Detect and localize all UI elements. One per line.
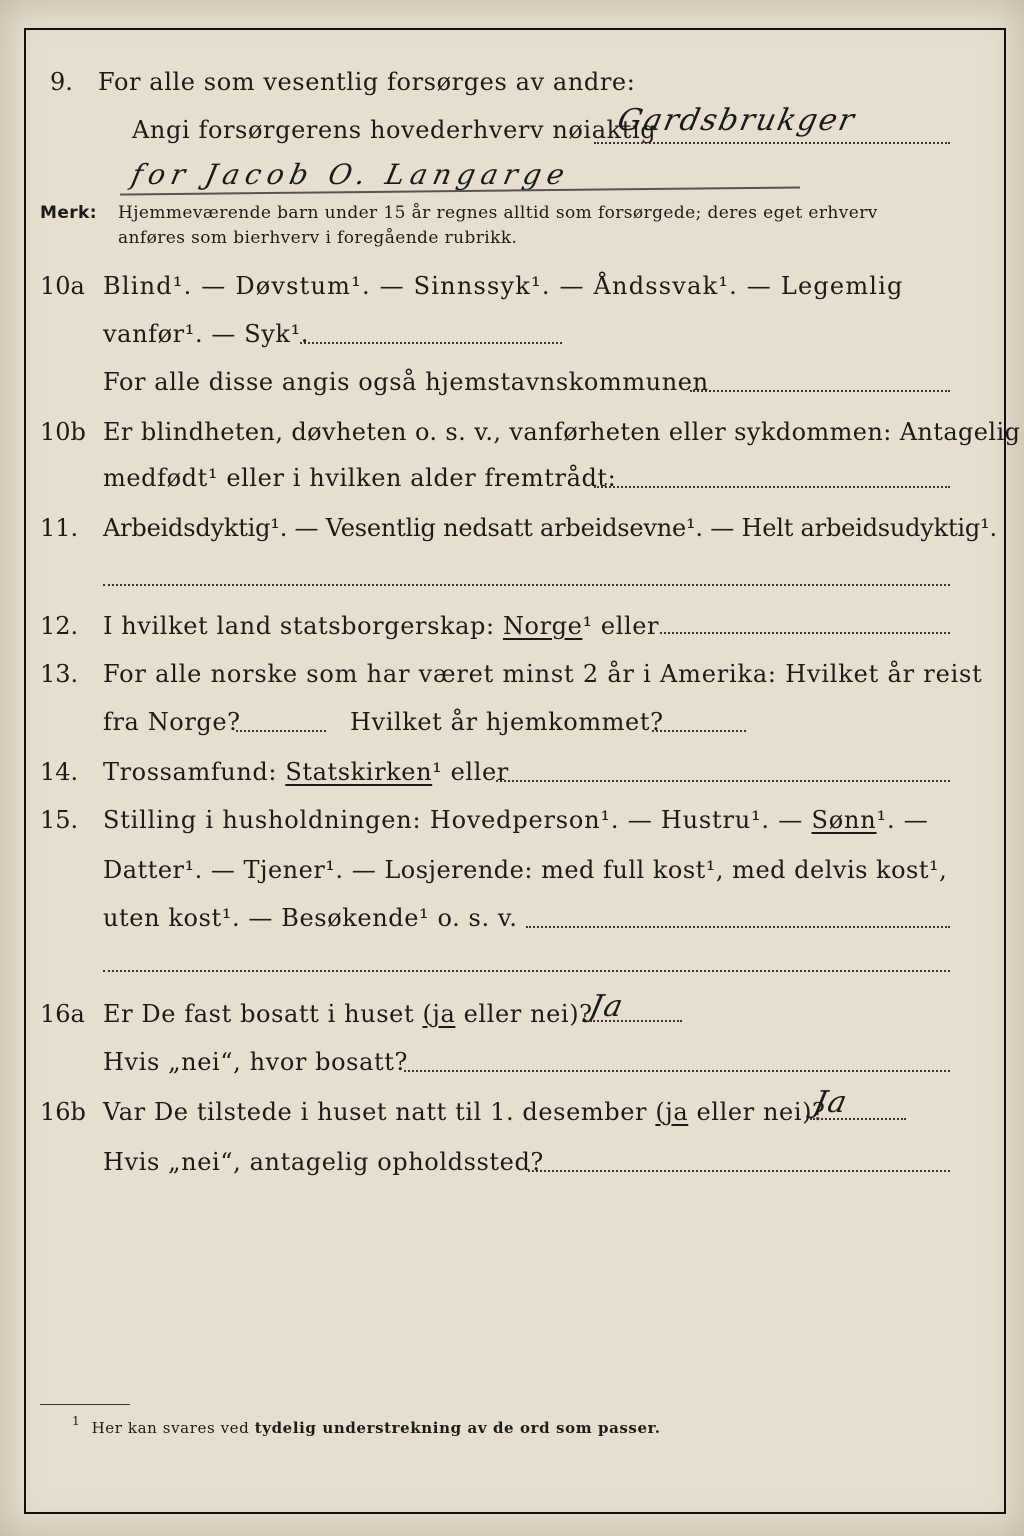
q13-line2a: fra Norge? (103, 708, 241, 736)
q16a-line2: Hvis „nei“, hvor bosatt? (103, 1048, 408, 1076)
q9-answer-line (594, 142, 950, 144)
q16a-bosatt-field (404, 1070, 950, 1072)
q16a-handwritten-answer: Ja (586, 989, 628, 1024)
q10a-hjemstavn-field (690, 390, 950, 392)
merk-label: Merk: (40, 203, 97, 223)
q11-number: 11. (40, 514, 79, 542)
q9-handwritten-answer-2: for Jacob O. Langarge (128, 158, 574, 191)
q10a-syk-field (300, 342, 562, 344)
q10a-line3: For alle disse angis også hjemstavnskommunen (103, 368, 709, 396)
q16b-handwritten-answer: Ja (810, 1085, 852, 1120)
q13-line1: For alle norske som har været minst 2 år i Amerika: Hvilket år reist (103, 660, 983, 688)
footnote-rule (40, 1404, 130, 1405)
q15-number: 15. (40, 806, 79, 834)
q13-line2b: Hvilket år hjemkommet? (350, 708, 664, 736)
footnote (72, 1414, 661, 1438)
q14-line (103, 758, 509, 786)
merk-line1: Hjemmeværende barn under 15 år regnes alltid som forsørgede; deres eget erhverv (118, 203, 878, 223)
q10b-line1: Er blindheten, døvheten o. s. v., vanførheten eller sykdommen: Antagelig (103, 418, 1021, 446)
footnote-text: Her kan svares ved (91, 1419, 250, 1437)
q15-line3: uten kost¹. — Besøkende¹ o. s. v. (103, 904, 518, 932)
q16a-underlined-ja: (ja (422, 1000, 456, 1028)
q15-line2: Datter¹. — Tjener¹. — Losjerende: med full kost¹, med delvis kost¹, (103, 856, 948, 884)
q15-line1-prefix: Stilling i husholdningen: Hovedperson¹. — Hustru¹. — (103, 806, 804, 834)
q10b-field (594, 486, 950, 488)
q9-handwritten-answer-1: Gardsbrukger (614, 103, 859, 138)
q12-underlined-answer: Norge (502, 612, 583, 640)
q16a-suffix: eller nei)? (463, 1000, 593, 1028)
q16b-opholdssted-field (528, 1170, 950, 1172)
q15-field (526, 926, 950, 928)
q14-prefix: Trossamfund: (103, 758, 278, 786)
q16b-line2: Hvis „nei“, antagelig opholdssted? (103, 1148, 544, 1176)
q13-reist-field (236, 730, 326, 732)
q16b-underlined-ja: (ja (655, 1098, 689, 1126)
q9-line2: Angi forsørgerens hovederhverv nøiaktig (132, 116, 657, 144)
q10a-number: 10a (40, 272, 85, 300)
q12-suffix: ¹ eller (582, 612, 660, 640)
q11-line1: Arbeidsdyktig¹. — Vesentlig nedsatt arbeidsevne¹. — Helt arbeidsudyktig¹. (103, 514, 997, 542)
q14-suffix: ¹ eller (432, 758, 509, 786)
q16b-line1 (103, 1098, 826, 1126)
q10b-number: 10b (40, 418, 86, 446)
q10b-line2: medfødt¹ eller i hvilken alder fremtrådt: (103, 464, 617, 492)
q16a-number: 16a (40, 1000, 85, 1028)
q16b-prefix: Var De tilstede i huset natt til 1. desember (103, 1098, 648, 1126)
q16b-field (810, 1118, 906, 1120)
q15-line1-suffix: ¹. — (876, 806, 929, 834)
q9-line1: For alle som vesentlig forsørges av andre: (98, 68, 636, 96)
q13-hjemkommet-field (652, 730, 746, 732)
merk-line2: anføres som bierhverv i foregående rubrikk. (118, 228, 518, 248)
q13-number: 13. (40, 660, 79, 688)
q10a-line1: Blind¹. — Døvstum¹. — Sinnssyk¹. — Åndssvak¹. — Legemlig (103, 272, 904, 300)
q16b-number: 16b (40, 1098, 86, 1126)
q16a-line1 (103, 1000, 593, 1028)
q12-field (660, 632, 950, 634)
q15-line1 (103, 806, 929, 834)
q16a-prefix: Er De fast bosatt i huset (103, 1000, 415, 1028)
q11-field (103, 584, 950, 586)
q15-extra-field (103, 970, 950, 972)
q10a-line2: vanfør¹. — Syk¹. (103, 320, 310, 348)
q12-line (103, 612, 659, 640)
q9-number: 9. (50, 68, 73, 96)
footnote-marker: 1 (72, 1414, 81, 1428)
q12-prefix: I hvilket land statsborgerskap: (103, 612, 495, 640)
q16b-suffix: eller nei)? (696, 1098, 826, 1126)
q12-number: 12. (40, 612, 79, 640)
q14-number: 14. (40, 758, 79, 786)
q15-underlined-answer: Sønn (811, 806, 877, 834)
q14-underlined-answer: Statskirken (285, 758, 433, 786)
q14-field (496, 780, 950, 782)
footnote-bold-text: tydelig understrekning av de ord som passer. (254, 1419, 661, 1437)
q16a-field (590, 1020, 682, 1022)
